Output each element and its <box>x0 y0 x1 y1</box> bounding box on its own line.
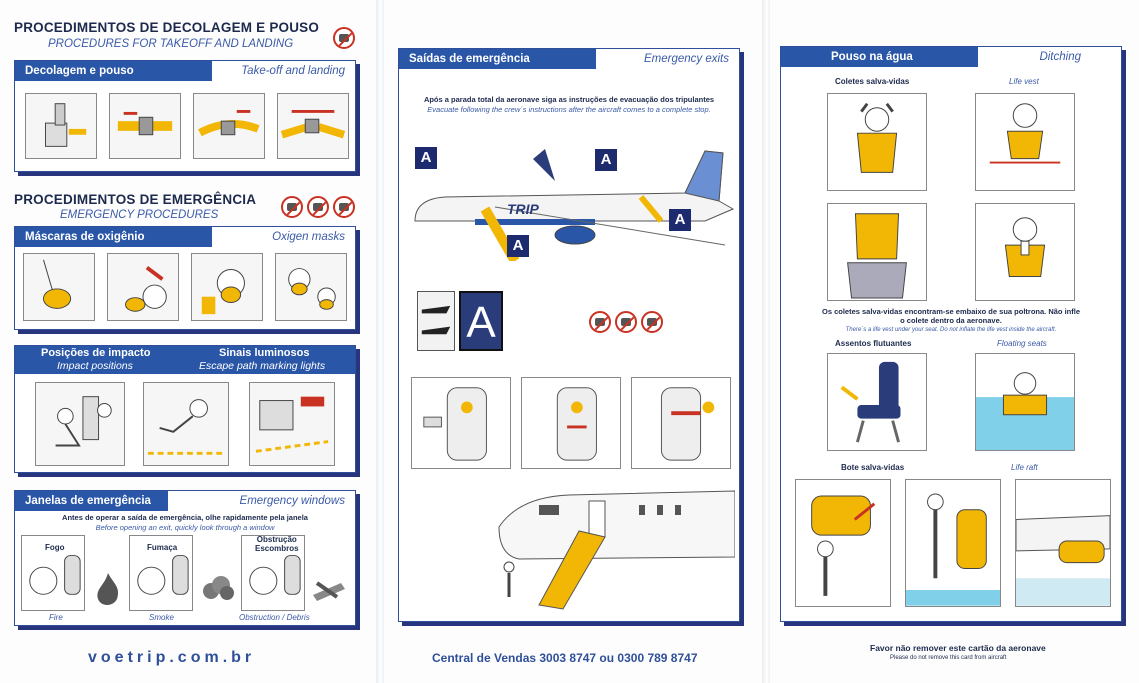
oxygen-masks-bar <box>15 227 355 247</box>
vest-inflate-illustration <box>975 203 1075 301</box>
vest-tighten-illustration <box>827 203 927 301</box>
raft-deploy-illustration <box>795 479 891 607</box>
emergency-exits-section <box>398 48 740 622</box>
evacuation-instruction-en: Evacuate following the crew´s instructions after the aircraft comes to a complete stop. <box>427 105 711 114</box>
smoke-icon <box>201 573 235 603</box>
exit-marker-front-right: A <box>507 235 529 257</box>
emergency-procedures-subtitle: EMERGENCY PROCEDURES <box>60 209 219 221</box>
ditching-label-en: Ditching <box>1039 51 1081 63</box>
exit-marker-rear-right: A <box>669 209 691 231</box>
impact-positions-label-en: Impact positions <box>57 360 133 372</box>
exit-type-letter: A <box>459 291 503 351</box>
emergency-windows-section <box>14 490 356 626</box>
obstruction-label-line1: Obstrução <box>256 535 297 544</box>
life-raft-label-en: Life raft <box>1011 463 1038 472</box>
prohibited-items-icons <box>281 196 355 218</box>
no-smoking-icon <box>281 196 303 218</box>
aircraft-illustration <box>405 141 735 261</box>
slide-evacuation-illustration <box>479 487 735 613</box>
takeoff-landing-bar <box>15 61 355 81</box>
lights-label-en: Escape path marking lights <box>199 360 326 372</box>
door-step2-illustration <box>521 377 621 469</box>
floating-seats-label: Assentos flutuantes <box>835 339 912 348</box>
obstruction-label <box>255 535 299 553</box>
takeoff-procedures-title: PROCEDIMENTOS DE DECOLAGEM E POUSO <box>14 20 320 35</box>
pull-mask-illustration <box>107 253 179 321</box>
fire-label-en: Fire <box>49 613 63 622</box>
door-step1-illustration <box>411 377 511 469</box>
impact-positions-label: Posições de impacto <box>41 347 151 359</box>
ditching-label: Pouso na água <box>831 51 913 63</box>
lights-label: Sinais luminosos <box>219 347 310 359</box>
panel-exits <box>380 0 766 683</box>
wear-mask-illustration <box>191 253 263 321</box>
floating-seats-label-en: Floating seats <box>997 339 1047 348</box>
sales-phone: Central de Vendas 3003 8747 ou 0300 789 8747 <box>432 651 698 665</box>
emergency-windows-label: Janelas de emergência <box>25 495 151 507</box>
brace-position-illustration <box>35 382 125 466</box>
fire-icon <box>93 571 123 607</box>
panel-procedures <box>0 0 380 683</box>
no-electronics-icon <box>615 311 637 333</box>
vest-straps-illustration <box>975 93 1075 191</box>
door-step3-illustration <box>631 377 731 469</box>
exit-marker-rear-left: A <box>595 149 617 171</box>
emergency-procedures-title: PROCEDIMENTOS DE EMERGÊNCIA <box>14 192 257 207</box>
vest-don-illustration <box>827 93 927 191</box>
takeoff-procedures-subtitle: PROCEDURES FOR TAKEOFF AND LANDING <box>48 38 294 50</box>
emergency-exits-label: Saídas de emergência <box>409 53 530 65</box>
vest-note-en: There´s a life vest under your seat. Do not inflate the life vest inside the aircraft. <box>845 327 1057 333</box>
smoke-label-en: Smoke <box>149 613 174 622</box>
smoke-label: Fumaça <box>147 543 178 552</box>
seatbelt-illustration <box>25 93 97 159</box>
impact-lights-bar <box>15 346 355 374</box>
ditching-bar <box>781 47 1121 67</box>
release-belt-illustration <box>277 93 349 159</box>
obstruction-label-en: Obstruction / Debris <box>239 613 310 622</box>
seat-floating-illustration <box>975 353 1075 451</box>
do-not-remove-note-en: Please do not remove this card from aircraft <box>890 655 1007 661</box>
emergency-exits-bar <box>399 49 739 69</box>
fasten-belt-illustration <box>109 93 181 159</box>
ditching-section <box>780 46 1122 622</box>
do-not-remove-note: Favor não remover este cartão da aeronave <box>870 643 1046 653</box>
evacuation-instruction: Após a parada total da aeronave siga as instruções de evacuação dos tripulantes <box>423 95 715 104</box>
vest-note: Os coletes salva-vidas encontram-se embaixo de sua poltrona. Não infle o colete dentro da aeronave. <box>821 307 1080 325</box>
no-electronics-icon <box>307 196 329 218</box>
oxygen-masks-label: Máscaras de oxigênio <box>25 231 145 243</box>
life-vest-label-en: Life vest <box>1009 77 1039 86</box>
help-others-mask-illustration <box>275 253 347 321</box>
oxygen-masks-section <box>14 226 356 330</box>
impact-positions-section <box>14 345 356 473</box>
floor-lights-illustration <box>249 382 335 466</box>
exit-marker-front-left: A <box>415 147 437 169</box>
trip-logo: TRIP <box>507 201 539 217</box>
windows-instruction-en: Before opening an exit, quickly look through a window <box>95 523 275 532</box>
fire-label: Fogo <box>45 543 65 552</box>
no-smoking-icon <box>333 27 355 49</box>
no-phone-icon <box>333 196 355 218</box>
raft-board-illustration <box>1015 479 1111 607</box>
life-raft-label: Bote salva-vidas <box>841 463 905 472</box>
debris-icon <box>311 575 347 603</box>
emergency-windows-bar <box>15 491 355 511</box>
prohibited-items-icons <box>589 311 663 333</box>
emergency-windows-label-en: Emergency windows <box>239 495 345 507</box>
takeoff-landing-section <box>14 60 356 172</box>
takeoff-landing-label: Decolagem e pouso <box>25 65 134 77</box>
no-smoking-icon <box>589 311 611 333</box>
windows-instruction: Antes de operar a saída de emergência, olhe rapidamente pela janela <box>62 513 308 522</box>
obstruction-label-line2: Escombros <box>255 544 299 553</box>
crawl-illustration <box>143 382 229 466</box>
takeoff-landing-label-en: Take-off and landing <box>241 65 345 77</box>
mask-drop-illustration <box>23 253 95 321</box>
emergency-exits-label-en: Emergency exits <box>643 53 729 65</box>
aircraft-type-icon <box>417 291 455 351</box>
tighten-belt-illustration <box>193 93 265 159</box>
oxygen-masks-label-en: Oxigen masks <box>272 231 345 243</box>
panel-ditching <box>766 0 1139 683</box>
no-phone-icon <box>641 311 663 333</box>
website-link[interactable]: voetrip.com.br <box>88 649 256 666</box>
raft-inflate-illustration <box>905 479 1001 607</box>
seat-cushion-illustration <box>827 353 927 451</box>
life-vest-label: Coletes salva-vidas <box>835 77 910 86</box>
